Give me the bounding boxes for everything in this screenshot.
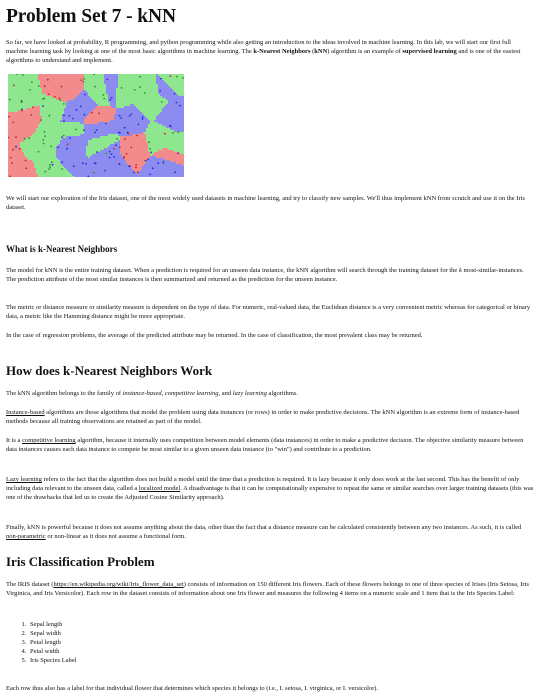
knn-sample-point	[38, 85, 40, 87]
knn-sample-point	[111, 97, 113, 99]
knn-sample-point	[44, 135, 46, 137]
knn-sample-point	[124, 138, 126, 140]
lazy-text-b: . A disadvantage is that it can be computationally expensive to repeat the same or similar searches over larger training datasets (this was one of the drawbacks that led us to create the Adjusted Cosine Similarity approach).	[6, 485, 534, 501]
knn-sample-point	[44, 85, 46, 87]
how-knn-works-heading: How does k-Nearest Neighbors Work	[6, 363, 213, 378]
knn-sample-point	[109, 151, 111, 153]
knn-sample-point	[48, 115, 50, 117]
knn-sample-point	[12, 149, 14, 151]
knn-sample-point	[98, 113, 100, 115]
lazy-learning-paragraph	[6, 475, 534, 502]
iris-wikipedia-link[interactable]: https://en.wikipedia.org/wiki/Iris_flower_data_set	[53, 581, 184, 588]
knn-sample-point	[31, 81, 33, 83]
knn-sample-point	[177, 153, 179, 155]
what-is-k: k	[458, 267, 462, 274]
knn-sample-point	[119, 115, 121, 117]
knn-sample-point	[59, 99, 61, 101]
knn-sample-point	[103, 98, 105, 100]
knn-sample-point	[69, 137, 71, 139]
knn-sample-point	[174, 93, 176, 95]
finally-text-a: Finally, kNN is powerful because it does not assume anything about the data, other than the fact that a distance measure can be calculated consistently between any two instances. As such, it is called	[6, 524, 522, 531]
knn-sample-point	[116, 138, 118, 140]
knn-sample-point	[139, 76, 141, 78]
knn-sample-point	[144, 92, 146, 94]
non-parametric-link[interactable]: non-parametric	[6, 533, 46, 540]
knn-sample-point	[134, 89, 136, 91]
finally-text-b: or non-linear as it does not assume a functional form.	[45, 533, 186, 540]
knn-decision-boundary-image	[8, 74, 184, 177]
how-text-b: ,	[161, 390, 165, 397]
knn-sample-point	[83, 129, 85, 131]
how-text-d: algorithms.	[266, 390, 298, 397]
knn-sample-point	[25, 160, 27, 162]
knn-sample-point	[150, 152, 152, 154]
list-item: 5. Iris Species Label	[28, 656, 543, 665]
knn-sample-point	[80, 79, 82, 81]
iris-classification-heading: Iris Classification Problem	[6, 554, 155, 569]
knn-sample-point	[42, 105, 44, 107]
knn-sample-point	[109, 157, 111, 159]
knn-sample-point	[135, 164, 137, 166]
list-item: 4. Petal width	[28, 647, 543, 656]
competitive-learning-paragraph	[6, 436, 534, 454]
knn-sample-point	[105, 153, 107, 155]
knn-sample-point	[96, 151, 98, 153]
competitive-text-a: It is a	[6, 437, 23, 444]
knn-sample-point	[67, 143, 69, 145]
knn-sample-point	[54, 96, 56, 98]
how-competitive-learning: competitive learning	[164, 390, 219, 397]
knn-sample-point	[44, 131, 46, 133]
knn-sample-point	[76, 109, 78, 111]
knn-sample-point	[174, 171, 176, 173]
knn-sample-point	[61, 136, 63, 138]
knn-sample-point	[147, 159, 149, 161]
knn-sample-point	[164, 133, 166, 135]
knn-sample-point	[129, 115, 131, 117]
knn-sample-point	[29, 89, 31, 91]
list-item: 2. Sepal width	[28, 629, 543, 638]
knn-sample-point	[22, 74, 24, 76]
lazy-learning-link[interactable]: Lazy learning	[6, 476, 42, 483]
intro-text-4: and is one of the easiest algorithms to understand and implement.	[6, 48, 521, 64]
knn-sample-point	[10, 157, 12, 159]
how-text-a: The kNN algorithm belongs to the family of	[6, 390, 123, 397]
knn-sample-point	[115, 144, 117, 146]
knn-sample-point	[142, 118, 144, 120]
localized-model-link[interactable]: localized model	[138, 485, 181, 492]
knn-sample-point	[159, 90, 161, 92]
knn-sample-point	[49, 164, 51, 166]
knn-sample-point	[160, 78, 162, 80]
finally-paragraph	[6, 523, 534, 541]
knn-sample-point	[135, 167, 137, 169]
knn-sample-point	[49, 166, 51, 168]
knn-sample-point	[149, 148, 151, 150]
knn-sample-point	[61, 86, 63, 88]
intro-text-1: So far, we have looked at probability, R programming, and python programming while also getting an introduction to the ideas involved in machine learning. In this lab, we will start our first full machine learning task by looking at one of the most basic algorithms in machine learning. The	[6, 39, 511, 55]
knn-sample-point	[48, 93, 50, 95]
how-text-c: , and	[218, 390, 233, 397]
competitive-text-b: algorithm, because it internally uses competition between model elements (data instances) in order to make a predictive decision. The objective similarity measure between data instances causes each data instance to compete be most similar to a given unseen data instance (to "win") and contribute to a prediction.	[6, 437, 524, 453]
instance-based-paragraph	[6, 408, 534, 426]
knn-sample-point	[138, 124, 140, 126]
iris-text-a: The IRIS dataset (	[6, 581, 54, 588]
knn-sample-point	[126, 153, 128, 155]
knn-sample-point	[163, 160, 165, 162]
knn-sample-point	[84, 114, 86, 116]
how-paragraph-1	[6, 389, 534, 398]
knn-sample-point	[63, 120, 65, 122]
instance-based-text: algorithms are those algorithms that model the problem using data instances (or rows) in order to make predictive decisions. The kNN algorithm is an extreme form of instance-based methods because all training observations are retained as part of the model.	[6, 409, 520, 425]
knn-sample-point	[93, 172, 95, 174]
knn-sample-point	[113, 156, 115, 158]
knn-sample-point	[44, 171, 46, 173]
knn-sample-point	[82, 162, 84, 164]
knn-sample-point	[57, 146, 59, 148]
knn-sample-point	[21, 110, 23, 112]
iris-dataset-paragraph	[6, 580, 534, 598]
knn-sample-point	[145, 160, 147, 162]
knn-sample-point	[106, 79, 108, 81]
knn-sample-point	[157, 162, 159, 164]
knn-sample-point	[104, 170, 106, 172]
knn-sample-point	[127, 132, 129, 134]
knn-sample-point	[50, 146, 52, 148]
knn-sample-point	[113, 148, 115, 150]
knn-sample-point	[80, 106, 82, 108]
knn-sample-point	[38, 151, 40, 153]
knn-sample-point	[111, 153, 113, 155]
knn-sample-point	[102, 94, 104, 96]
iris-text-b: ) consists of information on 150 different Iris flowers. Each of these flowers belongs to one of three species of Irises (Iris Setosa, Iris Virginica, and Iris Versicolor). Each row in the dataset consists of information about one Iris flower and measures the following 4 items on a numeric scale and 1 item that is the Iris Species Label:	[6, 581, 529, 597]
knn-sample-point	[169, 125, 171, 127]
intro-knn-bold: k-Nearest Neighbors	[253, 48, 311, 55]
intro-knn-abbr: kNN	[314, 48, 328, 55]
knn-sample-point	[94, 132, 96, 134]
knn-sample-point	[51, 161, 53, 163]
knn-sample-point	[123, 157, 125, 159]
knn-sample-point	[19, 148, 21, 150]
how-lazy-learning: lazy learning	[232, 390, 267, 397]
knn-sample-point	[176, 102, 178, 104]
knn-sample-point	[43, 143, 45, 145]
knn-sample-point	[94, 162, 96, 164]
label-paragraph: Each row thus also has a label for that individual flower that determines which species it belongs to (i.e., I. setosa, I. virginica, or I. versicolor).	[6, 685, 379, 692]
knn-sample-point	[28, 137, 30, 139]
knn-sample-point	[47, 79, 49, 81]
knn-sample-point	[85, 163, 87, 165]
knn-sample-point	[83, 81, 85, 83]
intro-paragraph	[6, 38, 534, 65]
knn-sample-point	[163, 162, 165, 164]
knn-sample-point	[52, 164, 54, 166]
knn-sample-point	[91, 112, 93, 114]
what-is-text-b: most-similar-instances. The prediction attribute of the most similar instances is then summarized and returned as the prediction for the unseen instance.	[6, 267, 524, 283]
iris-features-list	[6, 620, 543, 665]
what-is-knn-heading: What is k-Nearest Neighbors	[6, 244, 118, 254]
what-is-paragraph-2: The metric or distance measure or similarity measure is dependent on the type of data. For numeric, real-valued data, the Euclidean distance is a very convenient metric whereas for categorical or binary data, a metric like the Hamming distance might be more appropriate.	[6, 304, 531, 320]
knn-sample-point	[61, 168, 63, 170]
knn-sample-point	[63, 135, 65, 137]
instance-based-link[interactable]: Instance-based	[6, 409, 45, 416]
knn-sample-point	[94, 86, 96, 88]
knn-sample-point	[121, 87, 123, 89]
knn-sample-point	[68, 115, 70, 117]
list-item: 3. Petal length	[28, 638, 543, 647]
knn-sample-point	[176, 76, 178, 78]
knn-sample-point	[25, 167, 27, 169]
knn-sample-point	[129, 166, 131, 168]
knn-sample-point	[42, 98, 44, 100]
knn-sample-point	[32, 106, 34, 108]
knn-sample-point	[75, 129, 77, 131]
intro-text-3: ) algorithm is an example of	[327, 48, 403, 55]
knn-sample-point	[109, 99, 111, 101]
knn-sample-point	[9, 99, 11, 101]
list-item: 1. Sepal length	[28, 620, 543, 629]
intro-supervised-bold: supervised learning	[402, 48, 457, 55]
knn-sample-point	[40, 119, 42, 121]
competitive-learning-link[interactable]: competitive learning	[22, 437, 76, 444]
knn-sample-point	[42, 139, 44, 141]
knn-sample-point	[119, 146, 121, 148]
knn-sample-point	[84, 94, 86, 96]
knn-sample-point	[96, 129, 98, 131]
knn-sample-point	[148, 141, 150, 143]
knn-sample-point	[161, 101, 163, 103]
knn-sample-point	[172, 132, 174, 134]
knn-sample-point	[142, 116, 144, 118]
knn-sample-point	[13, 85, 15, 87]
knn-sample-point	[24, 138, 26, 140]
knn-sample-point	[61, 161, 63, 163]
knn-sample-point	[124, 127, 126, 129]
iris-intro-paragraph: We will start our exploration of the Iris dataset, one of the most widely used datasets in machine learning, and try to classify new samples. We'll thus implement kNN from scratch and use it on the Iris dataset.	[6, 195, 525, 211]
knn-sample-point	[130, 113, 132, 115]
knn-sample-point	[72, 118, 74, 120]
knn-sample-point	[137, 172, 139, 174]
knn-sample-point	[118, 132, 120, 134]
knn-sample-point	[8, 116, 10, 118]
knn-sample-point	[83, 78, 85, 80]
knn-sample-point	[130, 147, 132, 149]
knn-sample-point	[63, 103, 65, 105]
knn-sample-point	[73, 165, 75, 167]
knn-sample-point	[119, 163, 121, 165]
knn-sample-point	[15, 136, 17, 138]
knn-sample-point	[179, 105, 181, 107]
knn-sample-point	[66, 148, 68, 150]
knn-sample-point	[21, 100, 23, 102]
knn-sample-point	[149, 174, 151, 176]
what-is-text-a: The model for kNN is the entire training dataset. When a prediction is required for an unseen data instance, the kNN algorithm will search through the training dataset for the	[6, 267, 459, 274]
page-title: Problem Set 7 - kNN	[6, 6, 176, 27]
what-is-paragraph-3: In the case of regression problems, the average of the predicted attribute may be returned. In the case of classification, the most prevalent class may be returned.	[6, 332, 423, 339]
knn-sample-point	[169, 75, 171, 77]
knn-sample-point	[48, 168, 50, 170]
knn-sample-point	[133, 172, 135, 174]
knn-sample-point	[15, 146, 17, 148]
what-is-paragraph-1	[6, 266, 534, 284]
lazy-text-a: refers to the fact that the algorithm does not build a model until the time that a prediction is required. It is lazy because it only does work at the last second. This has the benefit of only including data relevant to the unseen data, called a	[6, 476, 520, 492]
knn-sample-point	[136, 135, 138, 137]
knn-sample-point	[178, 131, 180, 133]
how-instance-based: instance-based	[122, 390, 162, 397]
knn-sample-point	[12, 122, 14, 124]
knn-sample-point	[11, 162, 13, 164]
knn-sample-point	[182, 77, 184, 79]
knn-sample-point	[105, 123, 107, 125]
knn-sample-point	[58, 97, 60, 99]
knn-region-layer	[8, 74, 184, 177]
knn-sample-point	[152, 167, 154, 169]
knn-sample-point	[120, 117, 122, 119]
intro-text-2: (	[310, 48, 315, 55]
knn-sample-point	[63, 115, 65, 117]
knn-sample-point	[139, 86, 141, 88]
knn-sample-point	[30, 114, 32, 116]
